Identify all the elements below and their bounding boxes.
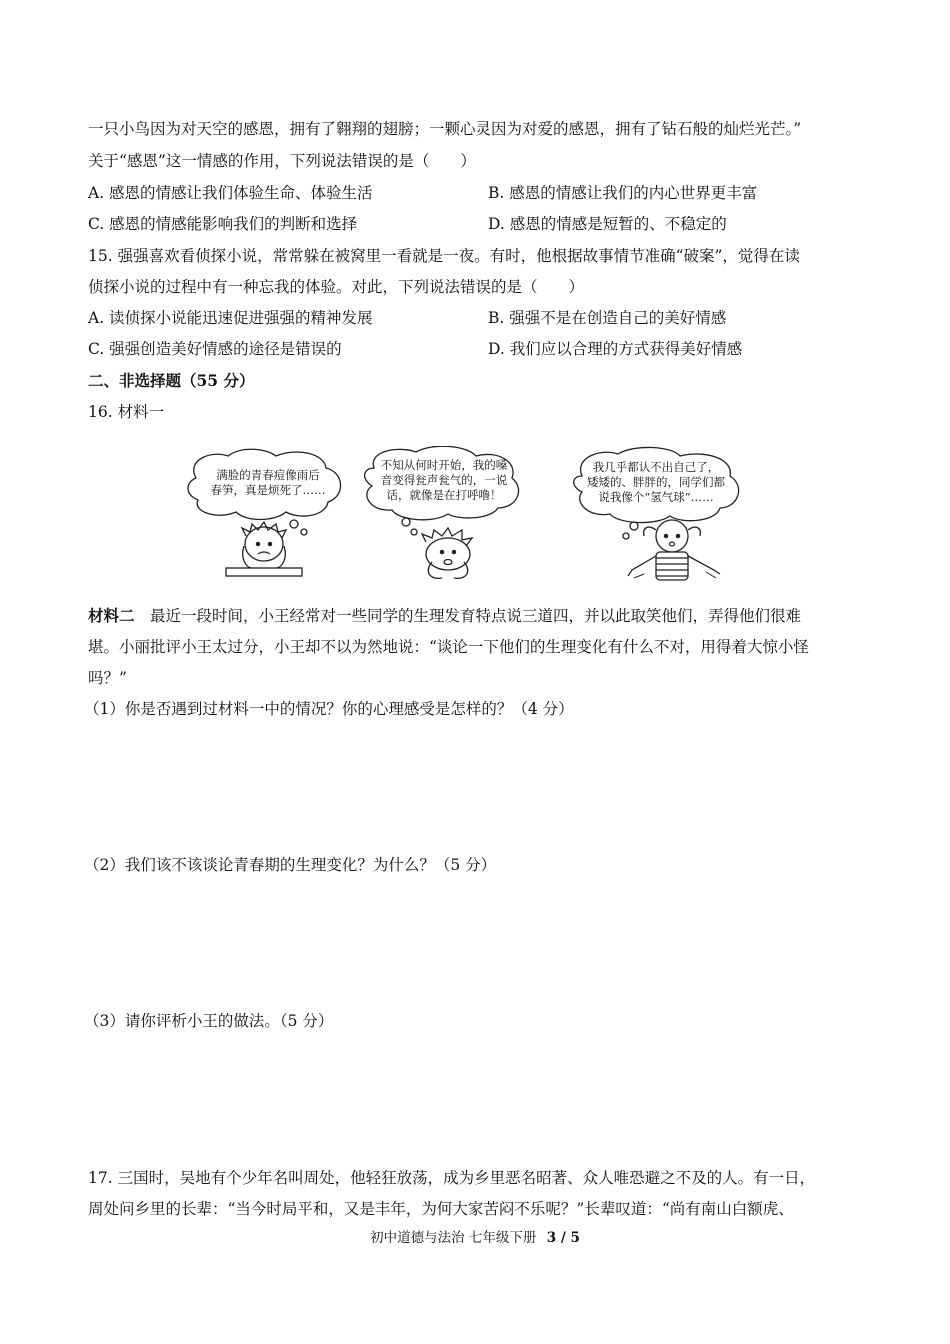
- material2-label: 材料二: [88, 606, 135, 625]
- page-number: 3 / 5: [546, 1230, 580, 1246]
- q15-option-c[interactable]: C. 强强创造美好情感的途径是错误的: [88, 340, 342, 358]
- material2-line1: [88, 606, 801, 626]
- q15-option-d[interactable]: D. 我们应以合理的方式获得美好情感: [488, 340, 743, 358]
- q15-stem-line1: 15. 强强喜欢看侦探小说，常常躲在被窝里一看就是一夜。有时，他根据故事情节准确“破案”，觉得在读: [88, 247, 800, 265]
- comic-bubble-2-line1: 不知从何时开始，我的嗓: [380, 458, 508, 472]
- q14-option-a[interactable]: A. 感恩的情感让我们体验生命、体验生活: [88, 184, 373, 202]
- comic-bubble-1: [194, 468, 342, 498]
- q15-option-b[interactable]: B. 强强不是在创造自己的美好情感: [488, 309, 727, 327]
- comic-bubble-2: [366, 458, 522, 503]
- material2-text1: 最近一段时间，小王经常对一些同学的生理发育特点说三道四，并以此取笑他们，弄得他们很难: [134, 607, 802, 625]
- comic-bubble-3-line3: 说我像个“氢气球”……: [598, 490, 714, 504]
- q14-option-c[interactable]: C. 感恩的情感能影响我们的判断和选择: [88, 215, 358, 233]
- q14-option-d[interactable]: D. 感恩的情感是短暂的、不稳定的: [488, 215, 727, 233]
- comic-bubble-2-line2: 音变得瓮声瓮气的，一说: [380, 473, 508, 487]
- page-footer: [0, 1226, 950, 1246]
- q16-sub1: （1）你是否遇到过材料一中的情况？你的心理感受是怎样的？（4 分）: [84, 700, 574, 718]
- q14-stem-line1: 一只小鸟因为对天空的感恩，拥有了翱翔的翅膀；一颗心灵因为对爱的感恩，拥有了钻石般的灿烂光芒。”: [88, 120, 802, 138]
- comic-bubble-1-line2: 春笋，真是烦死了……: [210, 483, 326, 497]
- comic-bubble-2-line3: 话，就像是在打呼噜！: [386, 488, 502, 502]
- q14-stem-line2: 关于“感恩”这一情感的作用，下列说法错误的是（ ）: [88, 152, 476, 170]
- q14-option-b[interactable]: B. 感恩的情感让我们的内心世界更丰富: [488, 184, 758, 202]
- q17-stem-line1: 17. 三国时，吴地有个少年名叫周处，他轻狂放荡，成为乡里恶名昭著、众人唯恐避之不及的人。有一日，: [88, 1169, 816, 1187]
- q15-option-a[interactable]: A. 读侦探小说能迅速促进强强的精神发展: [88, 309, 373, 327]
- comic-bubble-3-line2: 矮矮的、胖胖的，同学们都: [587, 475, 725, 489]
- comic-bubble-3: [574, 460, 738, 505]
- q16-sub2: （2）我们该不该谈论青春期的生理变化？为什么？（5 分）: [84, 856, 497, 874]
- section-title: 二、非选择题（55 分）: [88, 371, 255, 390]
- q16-label: 16. 材料一: [88, 403, 165, 421]
- comic-bubble-1-line1: 满脸的青春痘像雨后: [216, 468, 320, 482]
- comic-illustration: [186, 446, 764, 582]
- material2-line2: 堪。小丽批评小王太过分，小王却不以为然地说：“谈论一下他们的生理变化有什么不对，用得着大惊小怪: [88, 638, 809, 656]
- q15-stem-line2: 侦探小说的过程中有一种忘我的体验。对此，下列说法错误的是（ ）: [88, 278, 585, 296]
- comic-bubble-3-line1: 我几乎都认不出自己了，: [592, 460, 720, 474]
- footer-text: 初中道德与法治 七年级下册: [370, 1230, 537, 1246]
- q17-stem-line2: 周处问乡里的长辈：“当今时局平和，又是丰年，为何大家苦闷不乐呢？”长辈叹道：“尚有南山白额虎、: [88, 1200, 794, 1218]
- material2-line3: 吗？”: [88, 669, 127, 687]
- q16-sub3: （3）请你评析小王的做法。（5 分）: [84, 1012, 334, 1030]
